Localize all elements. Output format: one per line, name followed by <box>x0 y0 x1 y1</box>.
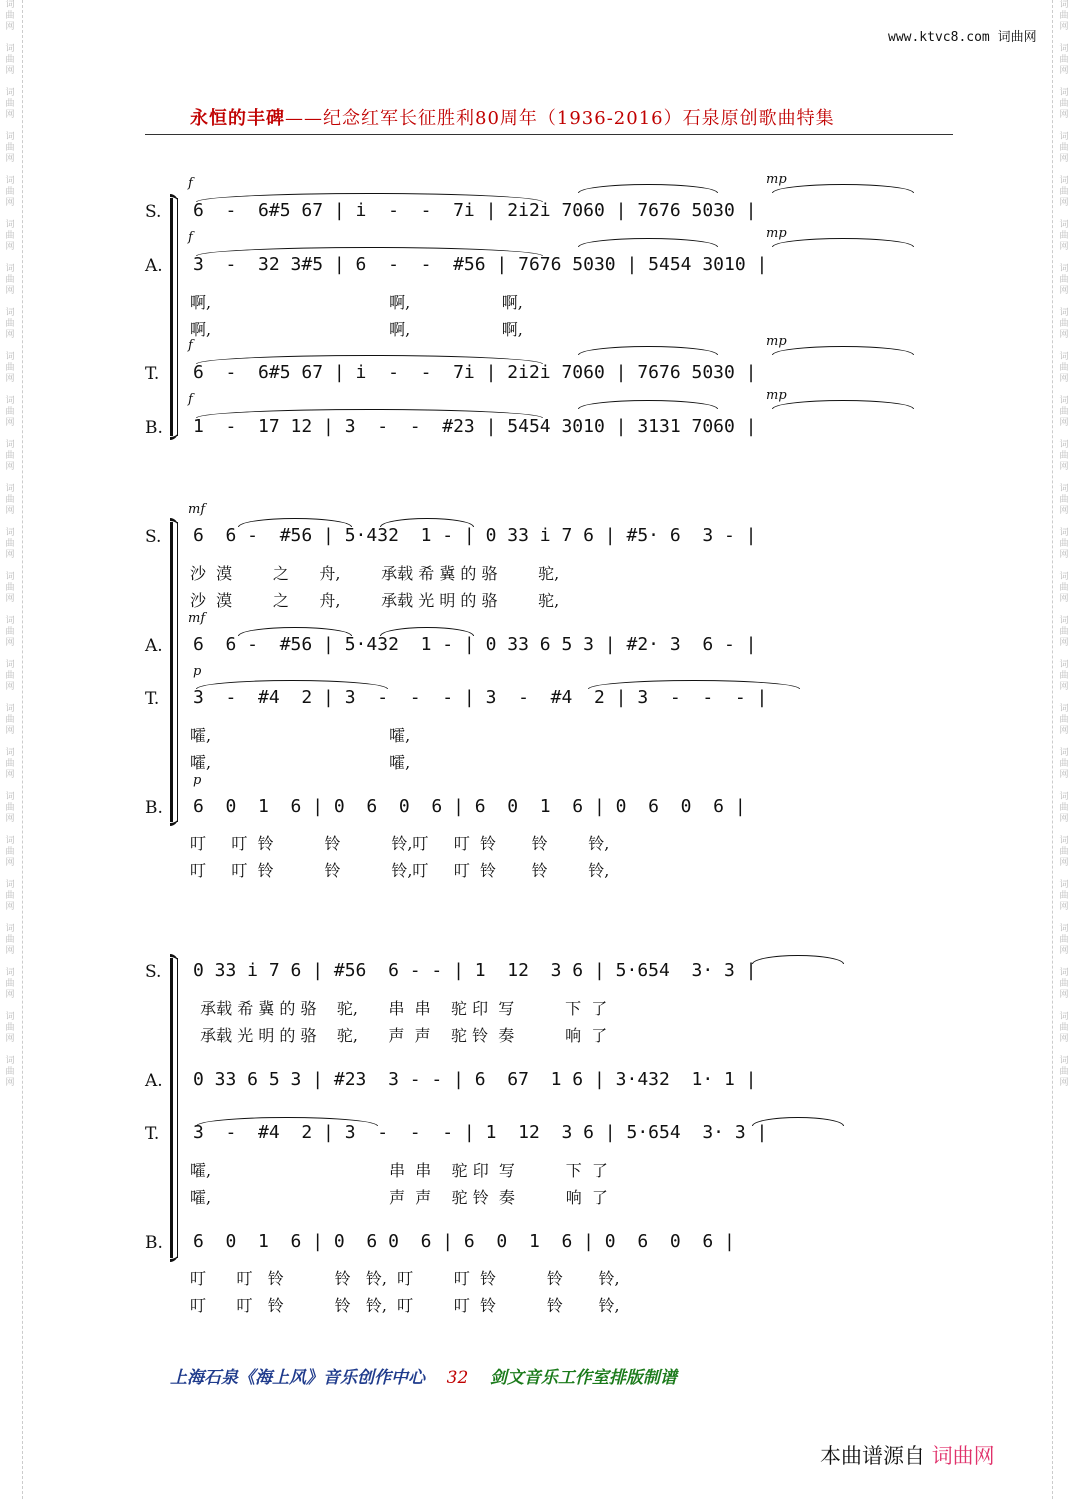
collection-subtitle: ——纪念红军长征胜利80周年（1936-2016）石泉原创歌曲特集 <box>285 108 835 129</box>
tie <box>196 355 543 364</box>
system-3-brace <box>170 958 173 1258</box>
soprano-notes-2: 6 6 - #56 | 5·432 1 - | 0 33 i 7 6 | #5· 6 3 - | <box>193 525 757 546</box>
part-label-tenor: T. <box>145 1124 160 1144</box>
part-label-bass: B. <box>145 798 163 818</box>
dynamic-f: f <box>188 176 193 191</box>
slur <box>578 184 718 193</box>
part-label-soprano: S. <box>145 202 162 222</box>
part-label-soprano: S. <box>145 527 162 547</box>
header-rule <box>145 134 953 135</box>
part-label-tenor: T. <box>145 364 160 384</box>
watermark-url: www.ktvc8.com 词曲网 <box>888 30 1037 45</box>
system-2-brace <box>170 522 173 822</box>
system-1-line <box>177 198 178 436</box>
left-dashed-border <box>22 0 23 1499</box>
slur <box>380 518 474 527</box>
tie <box>588 680 800 689</box>
lyric-line: 啊, 啊, 啊, <box>190 320 523 339</box>
soprano-notes-3: 0 33 i 7 6 | #56 6 - - | 1 12 3 6 | 5·654 3· 3 | <box>193 960 757 981</box>
bass-notes-2: 6 0 1 6 | 0 6 0 6 | 6 0 1 6 | 0 6 0 6 | <box>193 796 746 817</box>
lyric-line: 啊, 啊, 啊, <box>190 293 523 312</box>
slur <box>772 184 914 193</box>
tie <box>238 627 352 636</box>
bass-notes-1: 1 - 17 12 | 3 - - #23 | 5454 3010 | 3131 7060 | <box>193 416 757 437</box>
lyric-line: 嚯, 声 声 驼 铃 奏 响 了 <box>190 1188 608 1207</box>
part-label-alto: A. <box>145 1071 163 1091</box>
system-1-brace <box>170 198 173 436</box>
tie <box>196 409 543 418</box>
source-credit <box>820 1440 995 1470</box>
page-number: 32 <box>446 1368 469 1388</box>
source-prefix: 本曲谱源自 <box>820 1444 925 1468</box>
tie <box>196 193 543 202</box>
part-label-soprano: S. <box>145 962 162 982</box>
lyric-line: 叮 叮 铃 铃 铃,叮 叮 铃 铃 铃, <box>190 834 610 853</box>
slur <box>578 400 718 409</box>
slur <box>578 346 718 355</box>
source-site-link[interactable]: 词曲网 <box>931 1444 995 1468</box>
page-footer <box>170 1363 677 1388</box>
tenor-notes-1: 6 - 6#5 67 | i - - 7i | 2i2i 7060 | 7676 5030 | <box>193 362 757 383</box>
system-2-line <box>177 522 178 822</box>
dynamic-f: f <box>188 230 193 245</box>
dynamic-f: f <box>188 392 193 407</box>
lyric-line: 叮 叮 铃 铃 铃,叮 叮 铃 铃 铃, <box>190 861 610 880</box>
slur <box>772 238 914 247</box>
tie <box>238 518 352 527</box>
lyric-line: 叮 叮 铃 铃 铃, 叮 叮 铃 铃 铃, <box>190 1269 620 1288</box>
dynamic-mp: mp <box>766 388 787 403</box>
lyric-line: 嚯, 嚯, <box>190 753 411 772</box>
slur <box>772 346 914 355</box>
dynamic-mp: mp <box>766 226 787 241</box>
alto-notes-3: 0 33 6 5 3 | #23 3 - - | 6 67 1 6 | 3·432 1· 1 | <box>193 1069 757 1090</box>
alto-notes-1: 3 - 32 3#5 | 6 - - #56 | 7676 5030 | 5454 3010 | <box>193 254 768 275</box>
soprano-notes-1: 6 - 6#5 67 | i - - 7i | 2i2i 7060 | 7676 5030 | <box>193 200 757 221</box>
alto-notes-2: 6 6 - #56 | 5·432 1 - | 0 33 6 5 3 | #2· 3 6 - | <box>193 634 757 655</box>
tenor-notes-3: 3 - #4 2 | 3 - - - | 1 12 3 6 | 5·654 3· 3 | <box>193 1122 768 1143</box>
lyric-line: 沙 漠 之 舟, 承载 希 冀 的 骆 驼, <box>190 564 560 583</box>
slur <box>380 627 474 636</box>
dynamic-p: p <box>193 773 202 788</box>
song-title: 永恒的丰碑 <box>190 108 285 129</box>
dynamic-mp: mp <box>766 334 787 349</box>
part-label-tenor: T. <box>145 689 160 709</box>
lyric-line: 嚯, 串 串 驼 印 写 下 了 <box>190 1161 608 1180</box>
tenor-notes-2: 3 - #4 2 | 3 - - - | 3 - #4 2 | 3 - - - | <box>193 687 768 708</box>
dynamic-mf: mf <box>188 611 206 626</box>
slur <box>752 1117 844 1126</box>
part-label-alto: A. <box>145 636 163 656</box>
lyric-line: 叮 叮 铃 铃 铃, 叮 叮 铃 铃 铃, <box>190 1296 620 1315</box>
right-dashed-border <box>1052 0 1053 1499</box>
slur <box>772 400 914 409</box>
slur <box>578 238 718 247</box>
dynamic-p: p <box>193 664 202 679</box>
left-watermark-strip: 词曲网 词曲网 词曲网 词曲网 词曲网 词曲网 词曲网 词曲网 词曲网 词曲网 词曲网 词曲网 词曲网 词曲网 词曲网 词曲网 词曲网 词曲网 词曲网 词曲网 词曲网 词曲网 词曲网 词曲网 词曲网 <box>5 0 15 1088</box>
part-label-bass: B. <box>145 1233 163 1253</box>
lyric-line: 承载 希 冀 的 骆 驼, 串 串 驼 印 写 下 了 <box>190 999 608 1018</box>
dynamic-mp: mp <box>766 172 787 187</box>
dynamic-f: f <box>188 338 193 353</box>
lyric-line: 嚯, 嚯, <box>190 726 411 745</box>
part-label-alto: A. <box>145 256 163 276</box>
slur <box>752 955 844 964</box>
tie <box>196 680 388 689</box>
part-label-bass: B. <box>145 418 163 438</box>
dynamic-mf: mf <box>188 502 206 517</box>
system-3-line <box>177 958 178 1258</box>
tie <box>196 1117 378 1126</box>
lyric-line: 沙 漠 之 舟, 承载 光 明 的 骆 驼, <box>190 591 560 610</box>
lyric-line: 承载 光 明 的 骆 驼, 声 声 驼 铃 奏 响 了 <box>190 1026 608 1045</box>
studio-credit: 上海石泉《海上风》音乐创作中心 <box>170 1368 425 1388</box>
right-watermark-strip: 词曲网 词曲网 词曲网 词曲网 词曲网 词曲网 词曲网 词曲网 词曲网 词曲网 词曲网 词曲网 词曲网 词曲网 词曲网 词曲网 词曲网 词曲网 词曲网 词曲网 词曲网 词曲网 词曲网 词曲网 词曲网 <box>1059 0 1069 1088</box>
tie <box>196 247 543 256</box>
page-header <box>190 104 835 130</box>
typeset-credit: 剑文音乐工作室排版制谱 <box>489 1368 677 1388</box>
bass-notes-3: 6 0 1 6 | 0 6 0 6 | 6 0 1 6 | 0 6 0 6 | <box>193 1231 735 1252</box>
